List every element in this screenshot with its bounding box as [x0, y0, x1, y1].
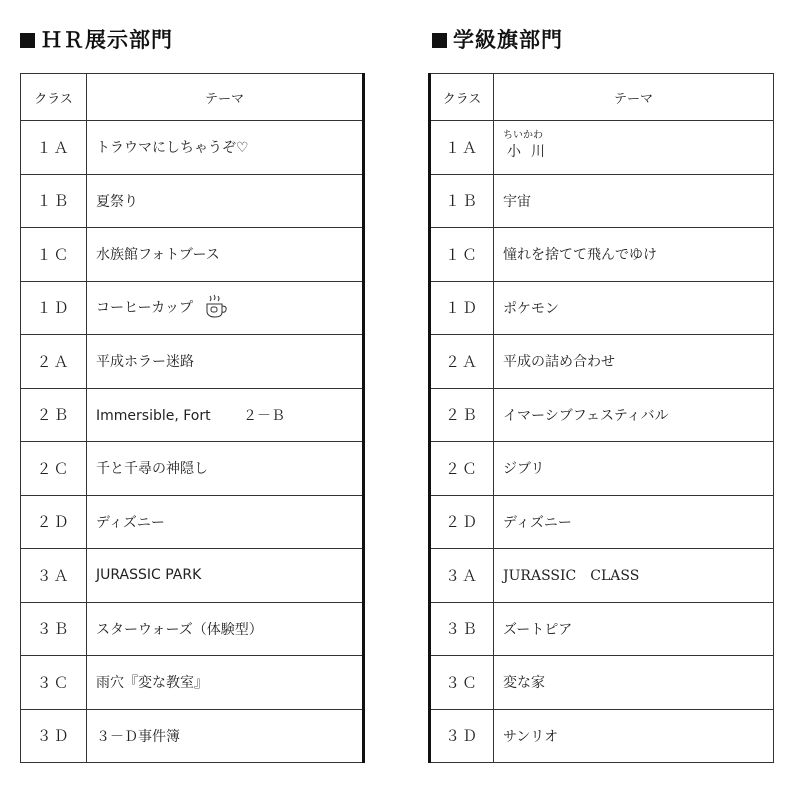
class-flag-heading-text: 学級旗部門	[453, 28, 563, 52]
theme-text: 変な家	[503, 675, 545, 692]
class-cell: １Ａ	[430, 121, 494, 175]
theme-text: 平成の詰め合わせ	[503, 354, 615, 371]
theme-text: サンリオ	[503, 728, 559, 745]
table-row	[21, 656, 364, 710]
table-row	[430, 388, 774, 442]
theme-cell	[87, 281, 364, 335]
table-row	[430, 174, 774, 228]
table-row	[430, 121, 774, 175]
class-cell: １Ｄ	[21, 281, 87, 335]
square-bullet-icon	[20, 33, 35, 48]
theme-cell	[87, 228, 364, 282]
class-cell: ２Ｃ	[21, 442, 87, 496]
theme-text: ズートピア	[503, 621, 573, 638]
theme-text: ディズニー	[503, 514, 572, 531]
table-row	[430, 442, 774, 496]
table-row	[430, 602, 774, 656]
theme-cell	[494, 388, 774, 442]
theme-cell	[87, 656, 364, 710]
theme-text: ディズニー	[96, 514, 165, 531]
class-cell: ２Ｂ	[21, 388, 87, 442]
class-cell: ３Ｃ	[21, 656, 87, 710]
class-cell: ３Ｄ	[430, 709, 494, 763]
theme-text: スターウォーズ（体験型）	[96, 621, 263, 638]
theme-cell	[87, 442, 364, 496]
theme-cell	[494, 602, 774, 656]
column-header-theme: テーマ	[87, 74, 364, 121]
class-cell: ３Ｂ	[430, 602, 494, 656]
coffee-cup-icon	[203, 293, 229, 323]
class-cell: ３Ａ	[21, 549, 87, 603]
column-header-class: クラス	[21, 74, 87, 121]
theme-text: コーヒーカップ	[96, 299, 194, 316]
theme-text: イマーシブフェスティバル	[503, 407, 669, 424]
column-header-theme: テーマ	[494, 74, 774, 121]
theme-cell	[494, 495, 774, 549]
class-cell: １Ａ	[21, 121, 87, 175]
class-cell: ２Ａ	[21, 335, 87, 389]
class-cell: ２Ｄ	[430, 495, 494, 549]
theme-text: JURASSIC PARK	[96, 567, 202, 584]
table-row	[430, 335, 774, 389]
theme-cell	[87, 549, 364, 603]
theme-cell	[87, 174, 364, 228]
class-flag-table	[428, 73, 774, 763]
table-row	[21, 281, 364, 335]
theme-cell	[494, 549, 774, 603]
theme-text: ３－Ｄ事件簿	[96, 728, 180, 745]
class-cell: ３Ｄ	[21, 709, 87, 763]
theme-text: トラウマにしちゃうぞ♡	[96, 140, 249, 157]
hr-exhibit-heading-text: ＨＲ展示部門	[41, 28, 173, 52]
theme-cell	[494, 228, 774, 282]
square-bullet-icon	[432, 33, 447, 48]
column-header-class: クラス	[430, 74, 494, 121]
theme-cell	[494, 174, 774, 228]
table-row	[430, 656, 774, 710]
table-row	[430, 495, 774, 549]
class-cell: １Ｄ	[430, 281, 494, 335]
theme-cell	[494, 442, 774, 496]
table-row	[21, 388, 364, 442]
class-cell: １Ｃ	[430, 228, 494, 282]
class-cell: ２Ｃ	[430, 442, 494, 496]
class-cell: ３Ａ	[430, 549, 494, 603]
theme-cell	[87, 121, 364, 175]
theme-cell	[494, 709, 774, 763]
table-row	[21, 709, 364, 763]
theme-text: JURASSIC CLASS	[503, 568, 640, 585]
class-cell: ２Ａ	[430, 335, 494, 389]
class-cell: ３Ｃ	[430, 656, 494, 710]
hr-exhibit-table	[20, 73, 365, 763]
theme-text: 千と千尋の神隠し	[96, 461, 208, 478]
table-row	[21, 228, 364, 282]
theme-text: 夏祭り	[96, 193, 138, 210]
theme-text: 宇宙	[503, 193, 531, 210]
table-row	[430, 709, 774, 763]
theme-text: 小川	[507, 143, 555, 160]
table-row	[430, 549, 774, 603]
class-cell: ２Ｂ	[430, 388, 494, 442]
table-row	[21, 174, 364, 228]
table-row	[21, 442, 364, 496]
class-cell: １Ｂ	[430, 174, 494, 228]
theme-cell	[87, 602, 364, 656]
hr-exhibit-heading	[20, 24, 173, 54]
theme-text: 水族館フォトブース	[96, 247, 220, 264]
theme-text: 憧れを捨てて飛んでゆけ	[503, 247, 657, 264]
table-row	[21, 121, 364, 175]
theme-text: Immersible, Fort ２－Ｂ	[96, 407, 286, 424]
class-cell: １Ｃ	[21, 228, 87, 282]
theme-cell	[87, 335, 364, 389]
table-row	[21, 549, 364, 603]
table-row	[21, 335, 364, 389]
table-row	[430, 228, 774, 282]
class-cell: １Ｂ	[21, 174, 87, 228]
table-row	[21, 602, 364, 656]
ruby-reading: ちいかわ	[503, 129, 543, 141]
table-header-row	[21, 74, 364, 121]
theme-text: ポケモン	[503, 300, 559, 317]
theme-text: 雨穴『変な教室』	[96, 675, 208, 692]
theme-cell	[494, 335, 774, 389]
theme-cell	[87, 388, 364, 442]
theme-cell	[87, 709, 364, 763]
class-cell: ２Ｄ	[21, 495, 87, 549]
theme-text: ジブリ	[503, 461, 545, 478]
theme-cell	[87, 495, 364, 549]
class-cell: ３Ｂ	[21, 602, 87, 656]
class-flag-heading	[432, 24, 563, 54]
theme-cell	[494, 281, 774, 335]
theme-cell	[494, 121, 774, 175]
theme-text: 平成ホラー迷路	[96, 354, 194, 371]
table-header-row	[430, 74, 774, 121]
table-row	[430, 281, 774, 335]
theme-cell	[494, 656, 774, 710]
table-row	[21, 495, 364, 549]
